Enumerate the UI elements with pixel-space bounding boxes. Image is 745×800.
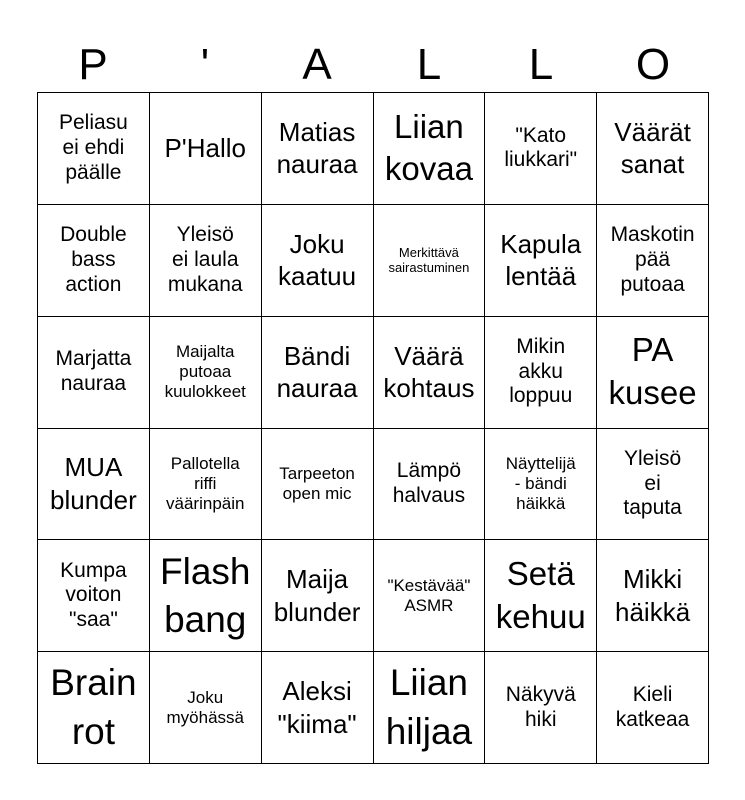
bingo-cell[interactable]: MUA blunder (38, 429, 150, 541)
bingo-cell[interactable]: Maija blunder (262, 540, 374, 652)
header-letter: ' (200, 40, 210, 89)
bingo-cell[interactable]: Lämpö halvaus (374, 429, 486, 541)
bingo-cell[interactable]: Aleksi "kiima" (262, 652, 374, 764)
bingo-cell[interactable]: Kapula lentää (485, 205, 597, 317)
bingo-cell[interactable]: Brain rot (38, 652, 150, 764)
bingo-cell[interactable]: "Kato liukkari" (485, 93, 597, 205)
bingo-cell[interactable]: Peliasu ei ehdi päälle (38, 93, 150, 205)
bingo-cell[interactable]: Joku myöhässä (150, 652, 262, 764)
bingo-cell[interactable]: Mikin akku loppuu (485, 317, 597, 429)
bingo-cell[interactable]: "Kestävää" ASMR (374, 540, 486, 652)
bingo-cell[interactable]: Double bass action (38, 205, 150, 317)
bingo-cell[interactable]: Väärä kohtaus (374, 317, 486, 429)
bingo-header (37, 38, 709, 92)
bingo-cell[interactable]: Setä kehuu (485, 540, 597, 652)
bingo-cell[interactable]: Flash bang (150, 540, 262, 652)
bingo-cell[interactable]: Bändi nauraa (262, 317, 374, 429)
bingo-cell[interactable]: Merkittävä sairastuminen (374, 205, 486, 317)
bingo-cell[interactable]: Yleisö ei taputa (597, 429, 709, 541)
header-letter: L (416, 40, 442, 89)
bingo-cell[interactable]: Pallotella riffi väärinpäin (150, 429, 262, 541)
bingo-cell[interactable]: Kumpa voiton "saa" (38, 540, 150, 652)
bingo-cell[interactable]: Marjatta nauraa (38, 317, 150, 429)
bingo-cell[interactable]: P'Hallo (150, 93, 262, 205)
bingo-cell[interactable]: Liian hiljaa (374, 652, 486, 764)
bingo-cell[interactable]: Matias nauraa (262, 93, 374, 205)
bingo-cell[interactable]: PA kusee (597, 317, 709, 429)
bingo-cell[interactable]: Näyttelijä - bändi häikkä (485, 429, 597, 541)
header-letter: L (528, 40, 554, 89)
bingo-board (37, 92, 709, 764)
bingo-cell[interactable]: Maijalta putoaa kuulokkeet (150, 317, 262, 429)
bingo-cell[interactable]: Näkyvä hiki (485, 652, 597, 764)
header-letter: A (302, 40, 332, 89)
bingo-cell[interactable]: Mikki häikkä (597, 540, 709, 652)
bingo-cell[interactable]: Tarpeeton open mic (262, 429, 374, 541)
bingo-cell[interactable]: Väärät sanat (597, 93, 709, 205)
bingo-cell[interactable]: Joku kaatuu (262, 205, 374, 317)
bingo-cell[interactable]: Maskotin pää putoaa (597, 205, 709, 317)
bingo-cell[interactable]: Kieli katkeaa (597, 652, 709, 764)
header-letter: O (635, 40, 671, 89)
header-letter: P (78, 40, 108, 89)
bingo-cell[interactable]: Liian kovaa (374, 93, 486, 205)
bingo-cell[interactable]: Yleisö ei laula mukana (150, 205, 262, 317)
